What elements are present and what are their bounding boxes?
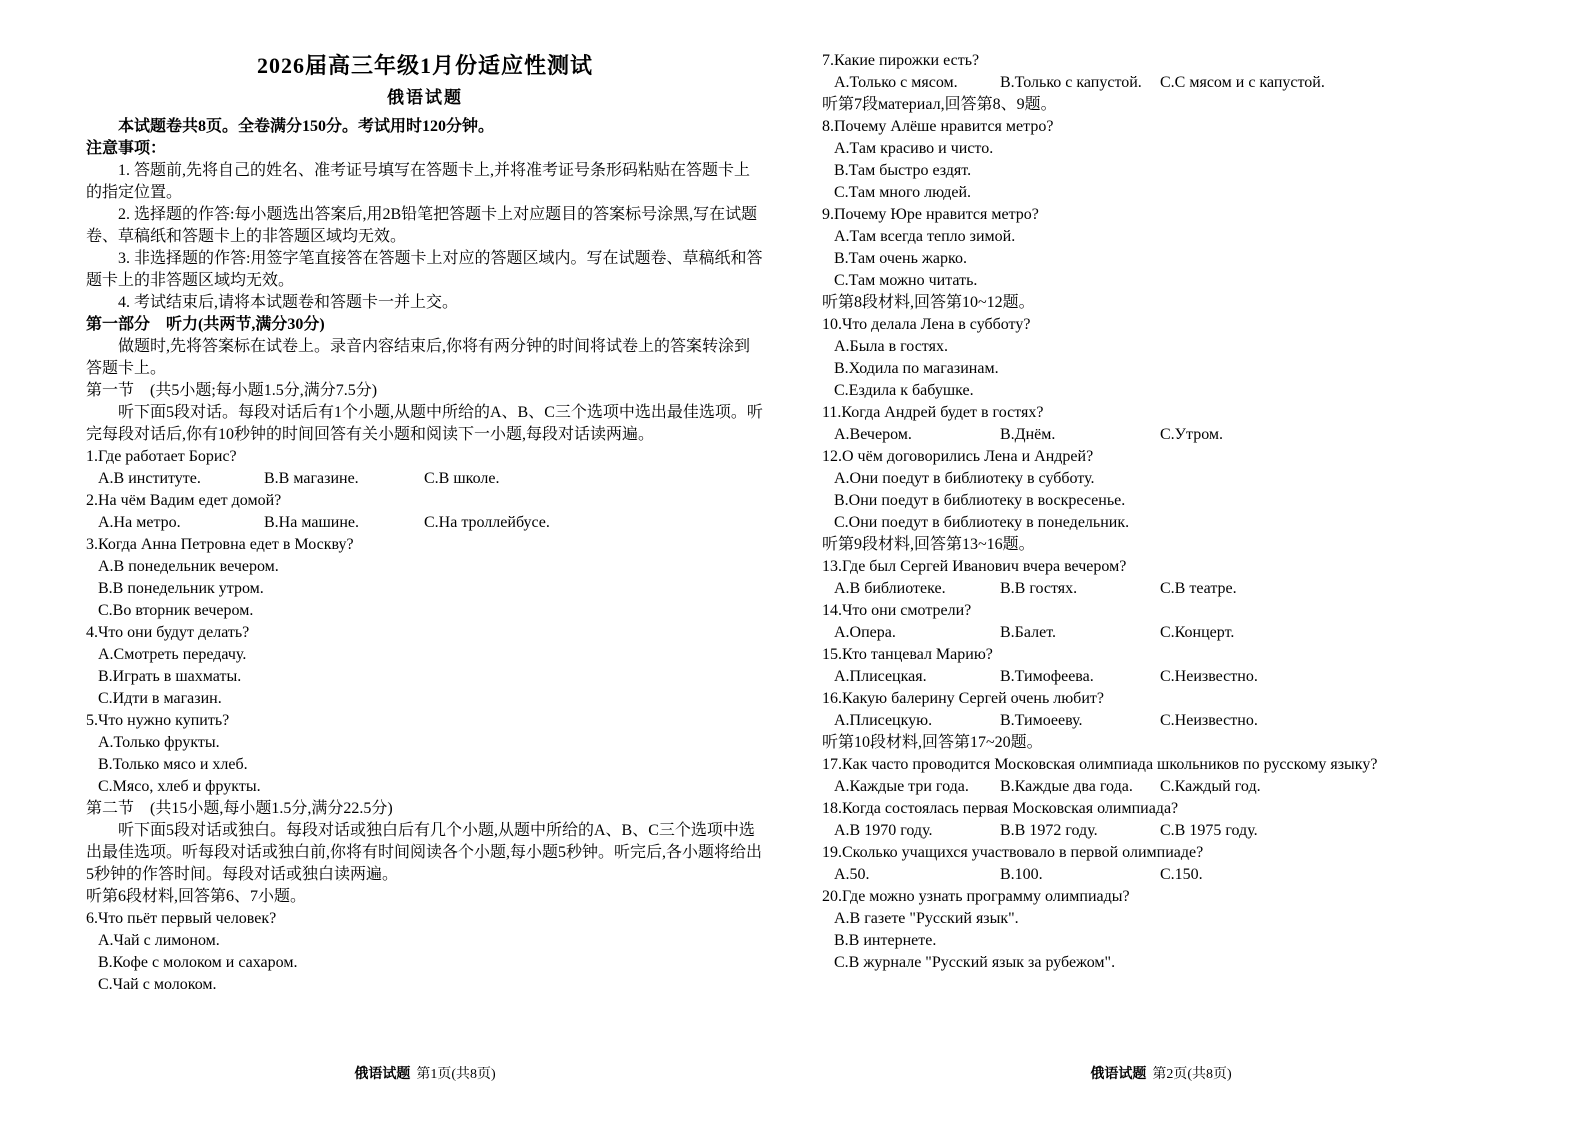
- question-16: [822, 688, 1500, 732]
- question-9-option-B: B.Там очень жарко.: [834, 250, 967, 267]
- question-15: [822, 644, 1500, 688]
- question-3-options: [86, 556, 764, 622]
- question-4-option-C: C.Идти в магазин.: [98, 690, 222, 707]
- question-6-option-A: A.Чай с лимоном.: [98, 932, 220, 949]
- question-5: [86, 710, 764, 798]
- question-2: [86, 490, 764, 534]
- question-16-options: [822, 710, 1500, 732]
- question-20-option-B: B.В интернете.: [834, 932, 937, 949]
- section2-instruction: 听下面5段对话或独白。每段对话或独白后有几个小题,从题中所给的A、B、C三个选项中选出最佳选项。听每段对话或独白前,你将有时间阅读各个小题,每小题5秒钟。听完后,各小题将给出5秒钟的作答时间。每段对话或独白读两遍。: [86, 822, 763, 883]
- question-8-option-C: C.Там много людей.: [834, 184, 972, 201]
- question-11-stem: 11.Когда Андрей будет в гостях?: [822, 404, 1044, 421]
- question-15-option-A: A.Плисецкая.: [834, 668, 927, 685]
- notice-3: 3. 非选择题的作答:用签字笔直接答在答题卡上对应的答题区域内。写在试题卷、草稿纸和答题卡上的非答题区域均无效。: [86, 250, 763, 289]
- question-5-options: [86, 732, 764, 798]
- question-14: [822, 600, 1500, 644]
- question-2-option-C: C.На троллейбусе.: [424, 514, 550, 531]
- question-12-option-C: C.Они поедут в библиотеку в понедельник.: [834, 514, 1130, 531]
- part1-instruction: 做题时,先将答案标在试卷上。录音内容结束后,你将有两分钟的时间将试卷上的答案转涂到答题卡上。: [86, 338, 751, 377]
- question-8-option-A: A.Там красиво и чисто.: [834, 140, 994, 157]
- question-16-option-A: A.Плисецкую.: [834, 712, 933, 729]
- question-18-options: [822, 820, 1500, 842]
- question-17-option-B: B.Каждые два года.: [1000, 778, 1133, 795]
- page-2: [822, 50, 1500, 1085]
- question-14-stem: 14.Что они смотрели?: [822, 602, 972, 619]
- question-3-option-C: C.Во вторник вечером.: [98, 602, 254, 619]
- question-19-option-A: A.50.: [834, 866, 870, 883]
- question-5-option-B: B.Только мясо и хлеб.: [98, 756, 248, 773]
- question-7-stem: 7.Какие пирожки есть?: [822, 52, 980, 69]
- part1-heading: 第一部分 听力(共两节,满分30分): [86, 316, 325, 333]
- question-6-option-C: C.Чай с молоком.: [98, 976, 217, 993]
- question-17-stem: 17.Как часто проводится Московская олимпиада школьников по русскому языку?: [822, 756, 1378, 773]
- question-18: [822, 798, 1500, 842]
- question-20-option-C: C.В журнале "Русский язык за рубежом".: [834, 954, 1116, 971]
- question-13-stem: 13.Где был Сергей Иванович вчера вечером?: [822, 558, 1127, 575]
- listen-segment-8: 听第8段材料,回答第10~12题。: [822, 294, 1035, 311]
- question-7: [822, 50, 1500, 94]
- question-2-option-A: A.На метро.: [98, 514, 181, 531]
- question-10: [822, 314, 1500, 402]
- question-13-option-B: B.В гостях.: [1000, 580, 1078, 597]
- question-5-option-C: C.Мясо, хлеб и фрукты.: [98, 778, 261, 795]
- question-13-option-C: C.В театре.: [1160, 580, 1237, 597]
- question-20-option-A: A.В газете "Русский язык".: [834, 910, 1019, 927]
- question-17-option-A: A.Каждые три года.: [834, 778, 969, 795]
- section2-heading: 第二节 (共15小题,每小题1.5分,满分22.5分): [86, 800, 393, 817]
- question-17-options: [822, 776, 1500, 798]
- question-1-option-A: A.В институте.: [98, 470, 201, 487]
- question-17-option-C: C.Каждый год.: [1160, 778, 1261, 795]
- question-15-option-C: C.Неизвестно.: [1160, 668, 1258, 685]
- question-15-stem: 15.Кто танцевал Марию?: [822, 646, 993, 663]
- question-16-option-C: C.Неизвестно.: [1160, 712, 1258, 729]
- question-8-options: [822, 138, 1500, 204]
- question-9-option-A: A.Там всегда тепло зимой.: [834, 228, 1016, 245]
- question-14-option-B: B.Балет.: [1000, 624, 1056, 641]
- question-10-option-A: A.Была в гостях.: [834, 338, 948, 355]
- question-1-stem: 1.Где работает Борис?: [86, 448, 237, 465]
- question-11-options: [822, 424, 1500, 446]
- section1-heading: 第一节 (共5小题;每小题1.5分,满分7.5分): [86, 382, 378, 399]
- notice-4: 4. 考试结束后,请将本试题卷和答题卡一并上交。: [118, 294, 459, 311]
- question-19: [822, 842, 1500, 886]
- notice-2: 2. 选择题的作答:每小题选出答案后,用2B铅笔把答题卡上对应题目的答案标号涂黑,写在试题卷、草稿纸和答题卡上的非答题区域均无效。: [86, 206, 758, 245]
- question-13-option-A: A.В библиотеке.: [834, 580, 946, 597]
- question-10-option-C: C.Ездила к бабушке.: [834, 382, 974, 399]
- question-7-option-B: B.Только с капустой.: [1000, 74, 1142, 91]
- question-18-option-A: A.В 1970 году.: [834, 822, 933, 839]
- question-5-stem: 5.Что нужно купить?: [86, 712, 230, 729]
- page-1-content: [86, 116, 764, 996]
- exam-info: 本试题卷共8页。全卷满分150分。考试用时120分钟。: [118, 118, 495, 135]
- footer-page-number: 第2页(共8页): [1152, 1067, 1232, 1082]
- question-20-options: [822, 908, 1500, 974]
- question-14-option-A: A.Опера.: [834, 624, 896, 641]
- listen-segment-10: 听第10段材料,回答第17~20题。: [822, 734, 1043, 751]
- question-11-option-B: B.Днём.: [1000, 426, 1056, 443]
- footer-label: 俄语试题: [354, 1067, 411, 1082]
- question-18-option-B: B.В 1972 году.: [1000, 822, 1098, 839]
- question-12-option-B: B.Они поедут в библиотеку в воскресенье.: [834, 492, 1126, 509]
- question-4-stem: 4.Что они будут делать?: [86, 624, 250, 641]
- question-16-option-B: B.Тимоееву.: [1000, 712, 1083, 729]
- question-6-stem: 6.Что пьёт первый человек?: [86, 910, 277, 927]
- question-4-option-A: A.Смотреть передачу.: [98, 646, 247, 663]
- question-10-option-B: B.Ходила по магазинам.: [834, 360, 999, 377]
- question-9-stem: 9.Почему Юре нравится метро?: [822, 206, 1039, 223]
- question-9: [822, 204, 1500, 292]
- question-13-options: [822, 578, 1500, 600]
- question-7-option-A: A.Только с мясом.: [834, 74, 958, 91]
- page-2-footer: [822, 1057, 1500, 1085]
- question-12-option-A: A.Они поедут в библиотеку в субботу.: [834, 470, 1095, 487]
- question-8-option-B: B.Там быстро ездят.: [834, 162, 972, 179]
- listen-segment-6: 听第6段材料,回答第6、7小题。: [86, 888, 307, 905]
- question-1-options: [86, 468, 764, 490]
- question-20-stem: 20.Где можно узнать программу олимпиады?: [822, 888, 1130, 905]
- question-19-options: [822, 864, 1500, 886]
- question-3-option-B: B.В понедельник утром.: [98, 580, 264, 597]
- question-8-stem: 8.Почему Алёше нравится метро?: [822, 118, 1054, 135]
- question-16-stem: 16.Какую балерину Сергей очень любит?: [822, 690, 1104, 707]
- question-11-option-A: A.Вечером.: [834, 426, 912, 443]
- question-18-stem: 18.Когда состоялась первая Московская олимпиада?: [822, 800, 1179, 817]
- question-12: [822, 446, 1500, 534]
- question-17: [822, 754, 1500, 798]
- notice-1: 1. 答题前,先将自己的姓名、准考证号填写在答题卡上,并将准考证号条形码粘贴在答题卡上的指定位置。: [86, 162, 751, 201]
- exam-subject: 俄语试题: [387, 88, 463, 107]
- question-4-options: [86, 644, 764, 710]
- question-19-option-C: C.150.: [1160, 866, 1203, 883]
- question-6-option-B: B.Кофе с молоком и сахаром.: [98, 954, 298, 971]
- question-13: [822, 556, 1500, 600]
- page-2-content: [822, 50, 1500, 974]
- question-7-option-C: C.С мясом и с капустой.: [1160, 74, 1325, 91]
- question-12-options: [822, 468, 1500, 534]
- listen-segment-7: 听第7段материал,回答第8、9题。: [822, 96, 1057, 113]
- page-1: [86, 50, 764, 1085]
- footer-label: 俄语试题: [1090, 1067, 1147, 1082]
- question-6: [86, 908, 764, 996]
- question-3-stem: 3.Когда Анна Петровна едет в Москву?: [86, 536, 354, 553]
- question-10-stem: 10.Что делала Лена в субботу?: [822, 316, 1031, 333]
- question-19-option-B: B.100.: [1000, 866, 1043, 883]
- question-14-option-C: C.Концерт.: [1160, 624, 1235, 641]
- exam-title: 2026届高三年级1月份适应性测试: [256, 53, 593, 78]
- question-6-options: [86, 930, 764, 996]
- notice-heading: 注意事项：: [86, 140, 167, 157]
- question-1: [86, 446, 764, 490]
- question-18-option-C: C.В 1975 году.: [1160, 822, 1258, 839]
- question-3-option-A: A.В понедельник вечером.: [98, 558, 279, 575]
- question-8: [822, 116, 1500, 204]
- question-9-option-C: C.Там можно читать.: [834, 272, 978, 289]
- question-9-options: [822, 226, 1500, 292]
- question-3: [86, 534, 764, 622]
- footer-page-number: 第1页(共8页): [416, 1067, 496, 1082]
- question-15-options: [822, 666, 1500, 688]
- question-4-option-B: B.Играть в шахматы.: [98, 668, 242, 685]
- listen-segment-9: 听第9段材料,回答第13~16题。: [822, 536, 1035, 553]
- question-11-option-C: C.Утром.: [1160, 426, 1224, 443]
- question-12-stem: 12.О чём договорились Лена и Андрей?: [822, 448, 1094, 465]
- question-7-options: [822, 72, 1500, 94]
- question-14-options: [822, 622, 1500, 644]
- question-2-option-B: B.На машине.: [264, 514, 359, 531]
- question-5-option-A: A.Только фрукты.: [98, 734, 220, 751]
- question-15-option-B: B.Тимофеева.: [1000, 668, 1094, 685]
- question-11: [822, 402, 1500, 446]
- question-19-stem: 19.Сколько учащихся участвовало в первой олимпиаде?: [822, 844, 1204, 861]
- question-2-options: [86, 512, 764, 534]
- question-10-options: [822, 336, 1500, 402]
- question-20: [822, 886, 1500, 974]
- question-1-option-C: C.В школе.: [424, 470, 500, 487]
- page-1-footer: [86, 1057, 764, 1085]
- question-4: [86, 622, 764, 710]
- section1-instruction: 听下面5段对话。每段对话后有1个小题,从题中所给的A、B、C三个选项中选出最佳选项。听完每段对话后,你有10秒钟的时间回答有关小题和阅读下一小题,每段对话读两遍。: [86, 404, 763, 443]
- question-2-stem: 2.На чём Вадим едет домой?: [86, 492, 282, 509]
- question-1-option-B: B.В магазине.: [264, 470, 359, 487]
